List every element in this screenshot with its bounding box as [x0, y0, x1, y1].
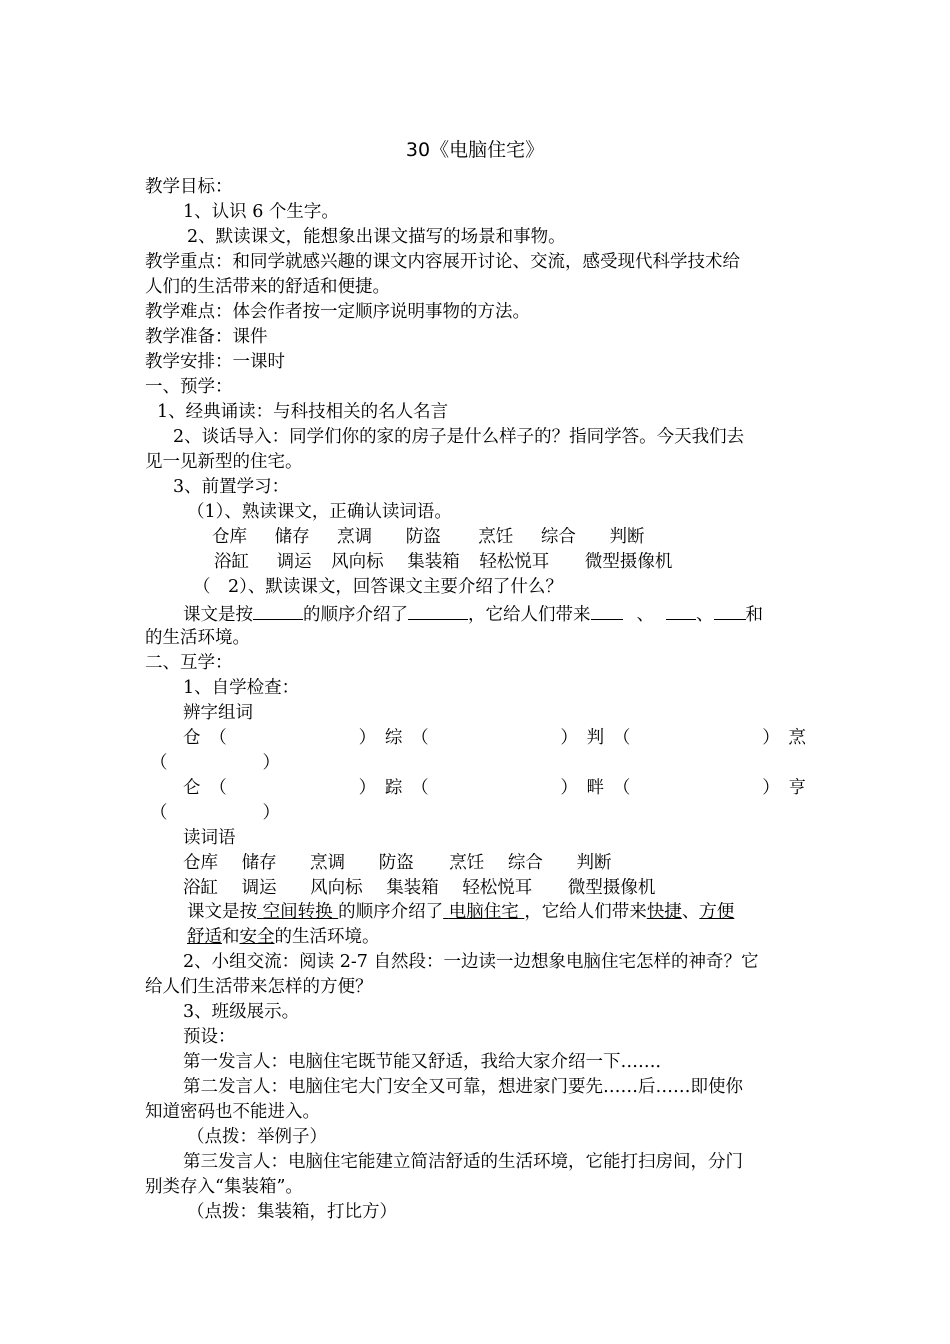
key-points: 教学重点：和同学就感兴趣的课文内容展开讨论、交流，感受现代科学技术给 — [145, 252, 740, 272]
word: 综合 — [507, 853, 543, 873]
s1-item-2: 2、谈话导入：同学们你的家的房子是什么样子的？指同学答。今天我们去 — [173, 427, 745, 447]
s2-item-1: 1、自学检查： — [183, 678, 300, 698]
word: 判断 — [609, 527, 645, 547]
paren: （ — [218, 728, 227, 748]
word: 调运 — [241, 878, 277, 898]
word: 集装箱 — [407, 552, 460, 572]
read-words-row-1 — [183, 851, 806, 876]
char: 仓 — [183, 728, 201, 748]
sentence-text: 和 — [745, 605, 763, 625]
sentence-text: 的顺序介绍了 — [303, 605, 408, 625]
char-row-1 — [183, 726, 806, 751]
char-group — [359, 776, 429, 801]
paren: ） — [358, 728, 368, 748]
answer-sentence-cont — [187, 925, 806, 950]
paren: ） — [358, 778, 368, 798]
paren: ） — [560, 778, 570, 798]
char: 亨 — [788, 778, 806, 798]
blank-5[interactable] — [714, 601, 746, 620]
paren: （ — [419, 728, 429, 748]
answer-text: 空间转换 — [262, 902, 333, 922]
word: 储存 — [274, 527, 310, 547]
word: 风向标 — [331, 552, 384, 572]
word: 微型摄像机 — [584, 552, 673, 572]
word: 轻松悦耳 — [479, 552, 550, 572]
read-words-row-2 — [183, 876, 806, 901]
sentence-text: 、 — [681, 902, 700, 922]
goal-2: 2、默读课文，能想象出课文描写的场景和事物。 — [187, 227, 566, 247]
section-2-heading: 二、互学： — [145, 653, 233, 673]
distinguish-heading: 辨字组词 — [183, 703, 253, 723]
answer-text: 快捷 — [646, 902, 682, 922]
arrangement: 教学安排：一课时 — [145, 352, 285, 372]
char: 踪 — [384, 778, 403, 798]
blank-2[interactable] — [408, 601, 468, 620]
char: 仑 — [183, 778, 201, 798]
char: 综 — [384, 728, 403, 748]
paren: （ — [621, 728, 631, 748]
paren: （ — [621, 778, 631, 798]
word: 集装箱 — [386, 878, 439, 898]
char-group — [560, 726, 630, 751]
s1-item-2-cont: 见一见新型的住宅。 — [145, 452, 303, 472]
word: 综合 — [540, 527, 576, 547]
s2-item-2: 2、小组交流：阅读 2-7 自然段：一边读一边想象电脑住宅怎样的神奇？它 — [183, 952, 759, 972]
sentence-text: ，它给人们带来 — [524, 902, 647, 922]
word: 判断 — [576, 853, 612, 873]
answer-sentence — [187, 900, 806, 925]
sentence-text: ，它给人们带来 — [468, 605, 591, 625]
s2-item-3: 3、班级展示。 — [183, 1002, 300, 1022]
sentence-text: 课文是按 — [187, 902, 257, 922]
paren: （ — [218, 778, 227, 798]
speaker-3-cont: 别类存入“集装箱”。 — [145, 1177, 303, 1197]
blank-1[interactable] — [253, 601, 303, 620]
goals-heading: 教学目标： — [145, 177, 233, 197]
paren: （ — [150, 803, 168, 823]
speaker-3: 第三发言人：电脑住宅能建立简洁舒适的生活环境，它能打扫房间，分门 — [183, 1152, 743, 1172]
paren: ） — [262, 803, 280, 823]
char-group — [183, 726, 227, 751]
char-row-1-cont — [150, 751, 280, 776]
sentence-text: 、 — [696, 605, 714, 625]
sentence-text: 的生活环境。 — [274, 927, 380, 947]
sentence-text: 和 — [222, 927, 240, 947]
word: 浴缸 — [183, 878, 218, 898]
paren: ） — [762, 778, 771, 798]
char-row-2 — [183, 776, 806, 801]
sentence-text: 课文是按 — [183, 605, 253, 625]
s2-item-2-cont: 给人们生活带来怎样的方便？ — [145, 977, 373, 997]
char-group — [762, 726, 806, 751]
answer-text: 舒适 — [187, 927, 222, 947]
char-group — [560, 776, 630, 801]
blank-3[interactable] — [591, 601, 623, 620]
word: 防盗 — [405, 527, 441, 547]
s1-question-2: （ 2）、默读课文，回答课文主要介绍了什么？ — [193, 577, 563, 597]
speaker-1: 第一发言人：电脑住宅既节能又舒适，我给大家介绍一下……． — [183, 1052, 673, 1072]
word: 仓库 — [212, 527, 247, 547]
answer-underline — [257, 902, 338, 922]
char-row-2-cont — [150, 801, 280, 826]
word: 风向标 — [310, 878, 363, 898]
difficulty: 教学难点：体会作者按一定顺序说明事物的方法。 — [145, 302, 530, 322]
word: 烹饪 — [478, 527, 514, 547]
preparation: 教学准备：课件 — [145, 327, 268, 347]
char: 畔 — [586, 778, 605, 798]
char-group — [359, 726, 429, 751]
char-group — [762, 776, 806, 801]
answer-text: 方便 — [699, 902, 735, 922]
paren: ） — [762, 728, 771, 748]
word-list-row-2 — [214, 550, 806, 575]
char: 判 — [586, 728, 605, 748]
word: 轻松悦耳 — [462, 878, 533, 898]
sentence-text: 的顺序介绍了 — [338, 902, 444, 922]
goal-1: 1、认识 6 个生字。 — [183, 202, 339, 222]
word-list-row-1 — [212, 525, 806, 550]
word: 储存 — [241, 853, 277, 873]
preset-label: 预设： — [183, 1027, 236, 1047]
section-1-heading: 一、预学： — [145, 377, 233, 397]
s1-item-1: 1、经典诵读：与科技相关的名人名言 — [157, 402, 449, 422]
word: 浴缸 — [214, 552, 249, 572]
blank-4[interactable] — [666, 601, 696, 620]
speaker-2: 第二发言人：电脑住宅大门安全又可靠，想进家门要先……后……即使你 — [183, 1077, 743, 1097]
answer-text: 电脑住宅 — [448, 902, 519, 922]
hint-1: （点拨：举例子） — [187, 1127, 327, 1147]
word: 微型摄像机 — [567, 878, 656, 898]
fill-in-sentence — [183, 601, 806, 628]
page-title: 30《电脑住宅》 — [405, 139, 545, 161]
paren: （ — [419, 778, 429, 798]
word: 烹饪 — [449, 853, 485, 873]
word: 仓库 — [183, 853, 218, 873]
speaker-2-cont: 知道密码也不能进入。 — [145, 1102, 320, 1122]
s1-item-3: 3、前置学习： — [173, 477, 290, 497]
key-points-cont: 人们的生活带来的舒适和便捷。 — [145, 277, 390, 297]
answer-text: 安全 — [239, 927, 275, 947]
paren: ） — [560, 728, 570, 748]
paren: ） — [262, 753, 280, 773]
fill-in-sentence-cont: 的生活环境。 — [145, 628, 250, 648]
answer-underline — [443, 902, 524, 922]
word: 烹调 — [337, 527, 373, 547]
sentence-text: 、 — [636, 605, 654, 625]
paren: （ — [150, 753, 168, 773]
char-group — [183, 776, 227, 801]
word: 防盗 — [378, 853, 414, 873]
read-words-heading: 读词语 — [183, 828, 236, 848]
word: 调运 — [276, 552, 312, 572]
char: 烹 — [788, 728, 806, 748]
s1-question-1: （1）、熟读课文，正确认读词语。 — [187, 502, 452, 522]
word: 烹调 — [310, 853, 346, 873]
hint-2: （点拨：集装箱，打比方） — [187, 1202, 397, 1222]
